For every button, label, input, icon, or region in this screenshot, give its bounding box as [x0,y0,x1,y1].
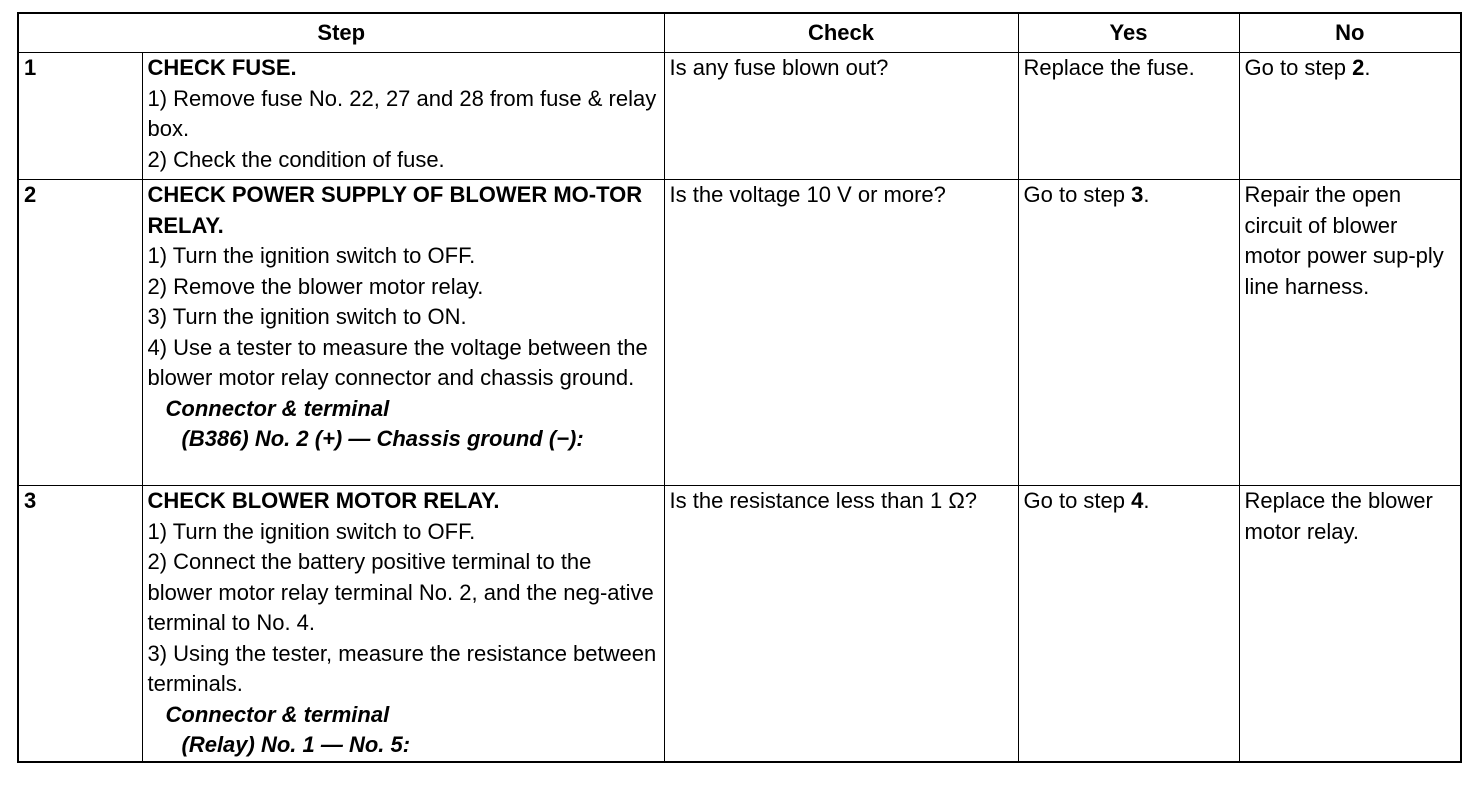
table-header-row [18,13,1461,53]
step-description [142,180,664,486]
yes-action: Replace the fuse. [1018,53,1239,180]
step-line: 2) Check the condition of fuse. [147,146,445,172]
yes-action-text: Go to step [1023,182,1132,207]
step-line: 2) Remove the blower motor relay. [147,273,484,299]
header-yes: Yes [1018,13,1239,53]
step-description [142,486,664,762]
step-line: 3) Turn the ignition switch to ON. [147,304,467,329]
spec-label: Connector & terminal [165,701,390,727]
yes-action [1018,180,1239,486]
check-question: Is any fuse blown out? [664,53,1018,180]
step-line: 1) Remove fuse No. 22, 27 and 28 from fuse & relay box. [147,85,657,141]
table-row [18,53,1461,180]
header-check: Check [664,13,1018,53]
no-step-ref: 2 [1352,55,1365,80]
yes-action [1018,486,1239,762]
diagnostic-table [17,12,1462,763]
step-line: 4) Use a tester to measure the voltage between the blower motor relay connector and chassis ground. [147,334,648,390]
spec-value: (B386) No. 2 (+) — Chassis ground (−): [181,426,584,451]
spec-label: Connector & terminal [165,395,390,421]
yes-action-text: Go to step [1023,488,1132,513]
check-question: Is the voltage 10 V or more? [664,180,1018,486]
step-line: 3) Using the tester, measure the resistance between terminals. [147,640,657,696]
step-line: 1) Turn the ignition switch to OFF. [147,243,476,268]
spec-value: (Relay) No. 1 — No. 5: [181,732,411,757]
header-no: No [1239,13,1461,53]
no-action-text: Go to step [1244,55,1353,80]
yes-action-suffix: . [1143,182,1150,207]
step-number: 1 [18,53,142,180]
table-row [18,180,1461,486]
step-number: 3 [18,486,142,762]
step-line: 2) Connect the battery positive terminal to the blower motor relay terminal No. 2, and the neg-ative terminal to No. 4. [147,549,654,635]
no-action: Repair the open circuit of blower motor power sup-ply line harness. [1239,180,1461,486]
check-question: Is the resistance less than 1 Ω? [664,486,1018,762]
no-action [1239,53,1461,180]
step-number: 2 [18,180,142,486]
no-action: Replace the blower motor relay. [1239,486,1461,762]
yes-step-ref: 3 [1131,182,1144,207]
header-step: Step [18,13,664,53]
table-row [18,486,1461,762]
step-title: CHECK BLOWER MOTOR RELAY. [147,488,500,513]
yes-action-suffix: . [1143,488,1150,513]
step-title: CHECK FUSE. [147,55,297,80]
step-title: CHECK POWER SUPPLY OF BLOWER MO-TOR RELAY. [147,182,643,238]
yes-step-ref: 4 [1131,488,1144,513]
step-description [142,53,664,180]
step-line: 1) Turn the ignition switch to OFF. [147,518,476,544]
no-action-suffix: . [1364,55,1371,80]
